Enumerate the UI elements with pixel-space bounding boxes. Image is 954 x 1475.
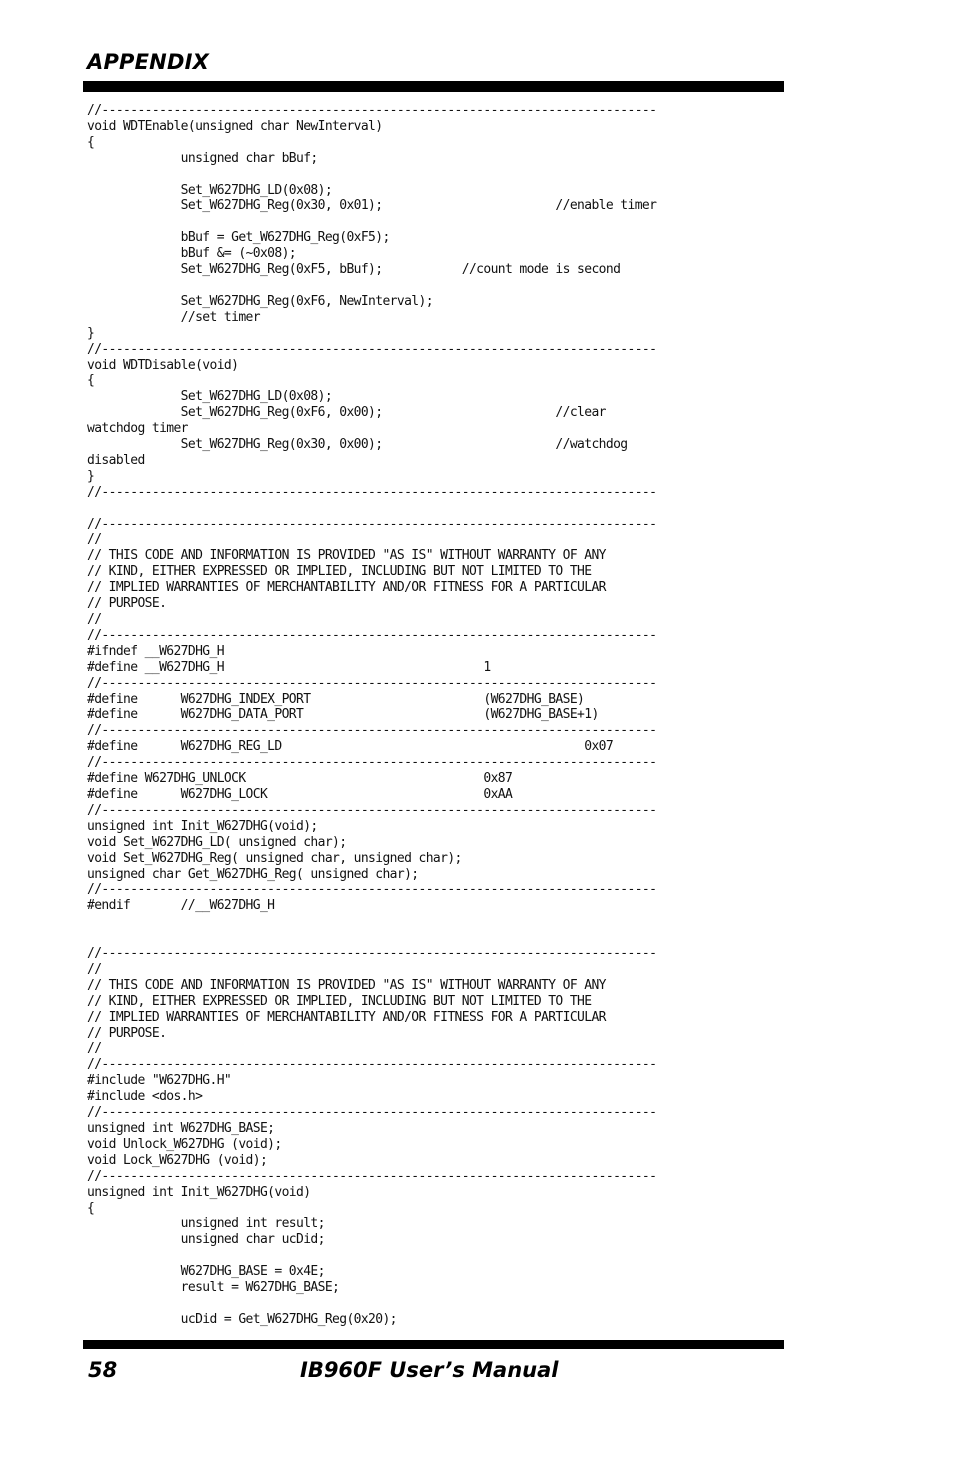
code-line: { — [87, 373, 95, 389]
code-line: Set_W627DHG_Reg(0xF6, 0x00); //clear — [87, 405, 606, 421]
code-line: #define W627DHG_DATA_PORT (W627DHG_BASE+1) — [87, 707, 599, 723]
code-line: //----------------------------------------------------------------------------- — [87, 723, 657, 739]
code-line: //set timer — [87, 309, 260, 325]
code-line: // THIS CODE AND INFORMATION IS PROVIDED "AS IS" WITHOUT WARRANTY OF ANY — [87, 977, 606, 993]
code-line: { — [87, 134, 95, 150]
code-line — [87, 214, 656, 230]
code-line: bBuf = Get_W627DHG_Reg(0xF5); — [87, 230, 390, 246]
code-line: watchdog timer — [87, 421, 188, 437]
code-line: // IMPLIED WARRANTIES OF MERCHANTABILITY AND/OR FITNESS FOR A PARTICULAR — [87, 580, 606, 596]
code-listing — [87, 103, 656, 1328]
code-line: void Unlock_W627DHG (void); — [87, 1136, 282, 1152]
code-line: //----------------------------------------------------------------------------- — [87, 882, 657, 898]
code-line: Set_W627DHG_Reg(0x30, 0x01); //enable timer — [87, 198, 657, 214]
code-line — [87, 501, 656, 517]
code-line: Set_W627DHG_Reg(0xF5, bBuf); //count mode is second — [87, 262, 621, 278]
code-line: // — [87, 612, 102, 627]
code-line: //----------------------------------------------------------------------------- — [87, 341, 657, 357]
code-line: //----------------------------------------------------------------------------- — [87, 946, 657, 962]
code-line: bBuf &= (~0x08); — [87, 246, 296, 262]
code-line: //----------------------------------------------------------------------------- — [87, 627, 657, 643]
code-line: Set_W627DHG_Reg(0x30, 0x00); //watchdog — [87, 437, 628, 453]
code-line — [87, 278, 656, 294]
code-line: unsigned int result; — [87, 1216, 325, 1232]
code-line: #include "W627DHG.H" — [87, 1073, 232, 1089]
code-line: #define W627DHG_LOCK 0xAA — [87, 786, 513, 802]
code-line: #define W627DHG_REG_LD 0x07 — [87, 739, 614, 755]
code-line: //----------------------------------------------------------------------------- — [87, 1168, 657, 1184]
code-line: //----------------------------------------------------------------------------- — [87, 484, 657, 500]
code-line: #ifndef __W627DHG_H — [87, 643, 224, 659]
code-line: } — [87, 468, 95, 484]
code-line: Set_W627DHG_LD(0x08); — [87, 182, 333, 198]
code-line: unsigned int Init_W627DHG(void); — [87, 818, 318, 834]
footer-rule — [83, 1340, 784, 1349]
code-line: { — [87, 1200, 95, 1216]
code-line — [87, 167, 656, 183]
code-line: void Set_W627DHG_Reg( unsigned char, unsigned char); — [87, 850, 462, 866]
code-line: // — [87, 961, 102, 977]
code-line: //----------------------------------------------------------------------------- — [87, 103, 657, 118]
code-line: Set_W627DHG_LD(0x08); — [87, 389, 333, 405]
code-line: //----------------------------------------------------------------------------- — [87, 1105, 657, 1121]
code-line: unsigned int Init_W627DHG(void) — [87, 1184, 311, 1200]
code-line: // THIS CODE AND INFORMATION IS PROVIDED "AS IS" WITHOUT WARRANTY OF ANY — [87, 548, 606, 564]
code-line: unsigned char Get_W627DHG_Reg( unsigned char); — [87, 866, 419, 882]
code-line: ucDid = Get_W627DHG_Reg(0x20); — [87, 1311, 397, 1327]
code-line: //----------------------------------------------------------------------------- — [87, 802, 657, 818]
code-line: #define W627DHG_INDEX_PORT (W627DHG_BASE) — [87, 691, 585, 707]
code-line — [87, 930, 656, 946]
code-line: void Lock_W627DHG (void); — [87, 1152, 268, 1168]
code-line: //----------------------------------------------------------------------------- — [87, 755, 657, 771]
page-number: 58 — [88, 1358, 118, 1382]
code-line: // PURPOSE. — [87, 1025, 167, 1041]
code-line: void Set_W627DHG_LD( unsigned char); — [87, 834, 347, 850]
section-title: APPENDIX — [87, 50, 209, 74]
code-line — [87, 1248, 656, 1264]
code-line: Set_W627DHG_Reg(0xF6, NewInterval); — [87, 293, 433, 309]
header-rule — [83, 81, 784, 92]
code-line: result = W627DHG_BASE; — [87, 1280, 340, 1296]
manual-title: IB960F User’s Manual — [300, 1358, 559, 1382]
code-line: unsigned char bBuf; — [87, 150, 318, 166]
code-line: // KIND, EITHER EXPRESSED OR IMPLIED, INCLUDING BUT NOT LIMITED TO THE — [87, 564, 592, 580]
code-line: #define __W627DHG_H 1 — [87, 659, 491, 675]
code-line: #define W627DHG_UNLOCK 0x87 — [87, 771, 513, 787]
code-line: // — [87, 532, 102, 548]
code-line: //----------------------------------------------------------------------------- — [87, 1057, 657, 1073]
code-line: #include <dos.h> — [87, 1089, 203, 1105]
code-line — [87, 914, 656, 930]
code-line: // — [87, 1041, 102, 1057]
code-line: //----------------------------------------------------------------------------- — [87, 516, 657, 532]
code-line: void WDTDisable(void) — [87, 357, 239, 373]
code-line: } — [87, 325, 95, 341]
code-line: // KIND, EITHER EXPRESSED OR IMPLIED, INCLUDING BUT NOT LIMITED TO THE — [87, 993, 592, 1009]
code-line: disabled — [87, 452, 145, 468]
code-line: void WDTEnable(unsigned char NewInterval) — [87, 118, 383, 134]
code-line: W627DHG_BASE = 0x4E; — [87, 1264, 325, 1280]
code-line: // PURPOSE. — [87, 596, 167, 612]
code-line: unsigned char ucDid; — [87, 1232, 325, 1248]
code-line: // IMPLIED WARRANTIES OF MERCHANTABILITY AND/OR FITNESS FOR A PARTICULAR — [87, 1009, 606, 1025]
code-line: unsigned int W627DHG_BASE; — [87, 1121, 275, 1136]
code-line: #endif //__W627DHG_H — [87, 898, 275, 914]
code-line: //----------------------------------------------------------------------------- — [87, 675, 657, 691]
code-line — [87, 1296, 656, 1312]
